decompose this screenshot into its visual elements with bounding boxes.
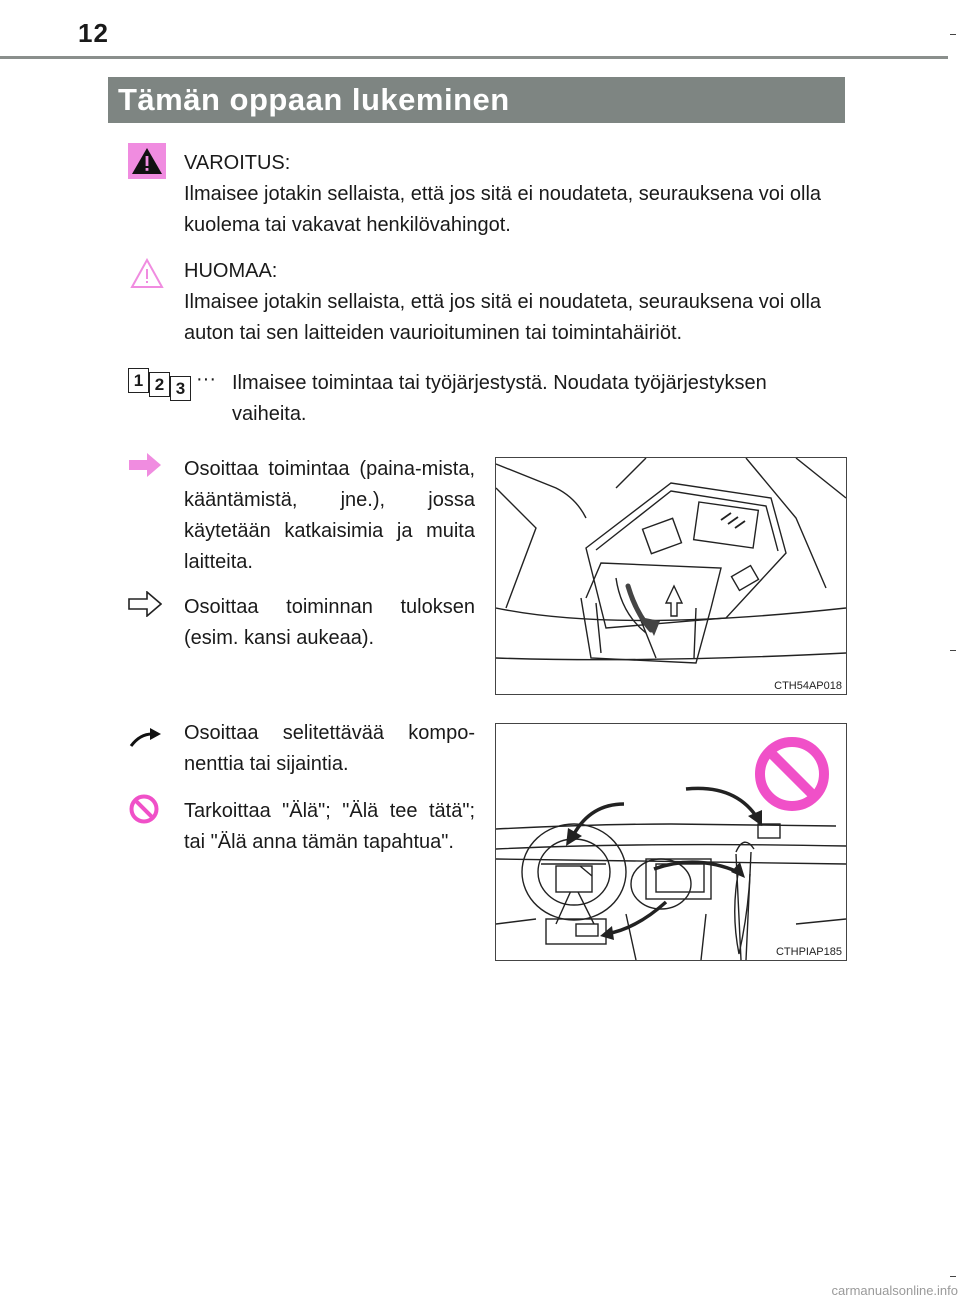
caution-triangle-icon	[130, 258, 164, 290]
overhead-console-illustration	[496, 458, 846, 694]
figure-code: CTH54AP018	[774, 680, 842, 692]
prohibited-description: Tarkoittaa "Älä"; "Älä tee tätä"; tai "Älä anna tämän tapahtua".	[184, 800, 475, 853]
action-description: Osoittaa toimintaa (paina-mista, kääntämistä, jne.), jossa käytetään katkaisimia ja muita laitteita.	[184, 458, 475, 573]
step-box: 3	[170, 376, 191, 401]
action-arrow-icon	[128, 452, 162, 478]
warning-block	[184, 148, 846, 241]
notice-block	[184, 256, 846, 349]
steps-text: Ilmaisee toimintaa tai työjärjestystä. Noudata työjärjestyksen vaiheita.	[232, 372, 767, 425]
prohibited-icon	[128, 793, 160, 825]
step-box: 2	[149, 372, 170, 397]
notice-text: Ilmaisee jotakin sellaista, että jos sitä ei noudateta, seurauksena voi olla auton tai sen laitteiden vaurioituminen tai toimintahäiriöt.	[184, 291, 822, 344]
crop-mark	[950, 1276, 956, 1277]
warning-triangle-icon	[128, 143, 166, 179]
dashboard-figure	[495, 723, 847, 961]
overhead-console-figure	[495, 457, 847, 695]
component-pointer-icon	[128, 726, 162, 750]
crop-mark	[950, 34, 956, 35]
section-title: Tämän oppaan lukeminen	[108, 77, 845, 123]
crop-mark	[950, 650, 956, 651]
result-description: Osoittaa toiminnan tuloksen (esim. kansi aukeaa).	[184, 596, 475, 649]
component-description: Osoittaa selitettävää kompo-nenttia tai sijaintia.	[184, 722, 475, 775]
figure-code: CTHPIAP185	[775, 946, 842, 958]
steps-dots: ···	[196, 368, 216, 390]
notice-label: HUOMAA:	[184, 260, 278, 282]
warning-text: Ilmaisee jotakin sellaista, että jos sitä ei noudateta, seurauksena voi olla kuolema tai vakavat henkilövahingot.	[184, 183, 822, 236]
result-arrow-icon	[128, 591, 162, 617]
step-numbers-icon	[128, 368, 216, 402]
top-rule	[0, 56, 948, 59]
dashboard-illustration	[496, 724, 846, 960]
page-number: 12	[78, 18, 109, 48]
step-box: 1	[128, 368, 149, 393]
footer-watermark: carmanualsonline.info	[831, 1283, 958, 1298]
warning-label: VAROITUS:	[184, 152, 291, 174]
